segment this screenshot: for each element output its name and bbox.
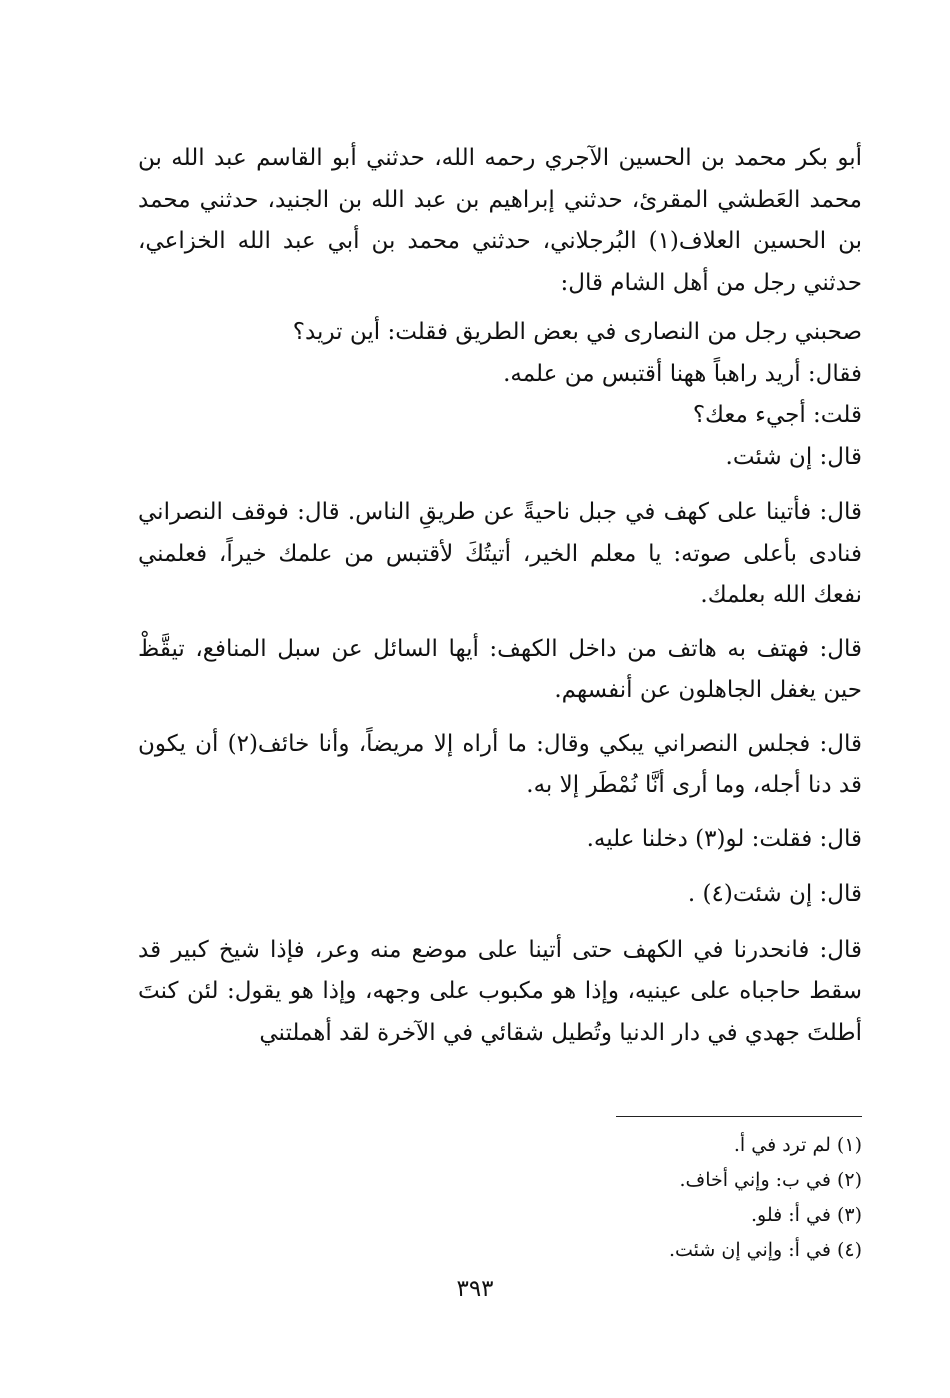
- paragraph-isnad: أبو بكر محمد بن الحسين الآجري رحمه الله، حدثني أبو القاسم عبد الله بن محمد العَطشي المقرئ، حدثني إبراهيم بن عبد الله بن الجنيد، حدثني محمد بن الحسين العلاف(١) البُرجلاني، حدثني محمد بن أبي عبد الله الخزاعي، حدثني رجل من أهل الشام قال:: [138, 145, 862, 296]
- main-text: [138, 138, 862, 1066]
- paragraph-descent: قال: فانحدرنا في الكهف حتى أتينا على موضع منه وعر، فإذا شيخ كبير قد سقط حاجباه على عينيه، وإذا هو مكبوب على وجهه، وإذا هو يقول: لئن كنتَ أطلتَ جهدي في دار الدنيا وتُطيل شقائي في الآخرة لقد أهملتني: [138, 936, 862, 1046]
- dialogue-line: فقال: أريد راهباً ههنا أقتبس من علمه.: [503, 360, 862, 387]
- dialogue-line: صحبني رجل من النصارى في بعض الطريق فقلت: أين تريد؟: [292, 319, 862, 345]
- footnotes: [462, 1128, 862, 1268]
- footnote: (٣) في أ: فلو.: [751, 1204, 862, 1226]
- footnote: (٤) في أ: وإني إن شئت.: [668, 1239, 862, 1261]
- paragraph-cave: قال: فأتينا على كهف في جبل ناحيةً عن طريقِ الناس. قال: فوقف النصراني فنادى بأعلى صوته: يا معلم الخير، أتيتُكَ لأقتبس من علمك خيراً، فعلمني نفعك الله بعلمك.: [138, 499, 862, 608]
- page-number: ٣٩٣: [456, 1276, 494, 1302]
- footnote: (١) لم ترد في أ.: [733, 1134, 862, 1156]
- footnote: (٢) في ب: وإني أخاف.: [679, 1169, 862, 1191]
- dialogue-line: قلت: أجيء معك؟: [692, 402, 862, 428]
- paragraph-if-you-wish: قال: إن شئت(٤) .: [687, 881, 862, 907]
- paragraph-enter: قال: فقلت: لو(٣) دخلنا عليه.: [586, 825, 862, 852]
- footnote-divider: [616, 1116, 862, 1117]
- dialogue-block: [138, 312, 862, 478]
- paragraph-weeping: قال: فجلس النصراني يبكي وقال: ما أراه إلا مريضاً، وأنا خائف(٢) أن يكون قد دنا أجله، وما أرى أنَّا نُمْطَر إلا به.: [138, 730, 862, 798]
- paragraph-voice: قال: فهتف به هاتف من داخل الكهف: أيها السائل عن سبل المنافع، تيقَّظْ حين يغفل الجاهلون عن أنفسهم.: [138, 635, 862, 703]
- dialogue-line: قال: إن شئت.: [725, 443, 862, 470]
